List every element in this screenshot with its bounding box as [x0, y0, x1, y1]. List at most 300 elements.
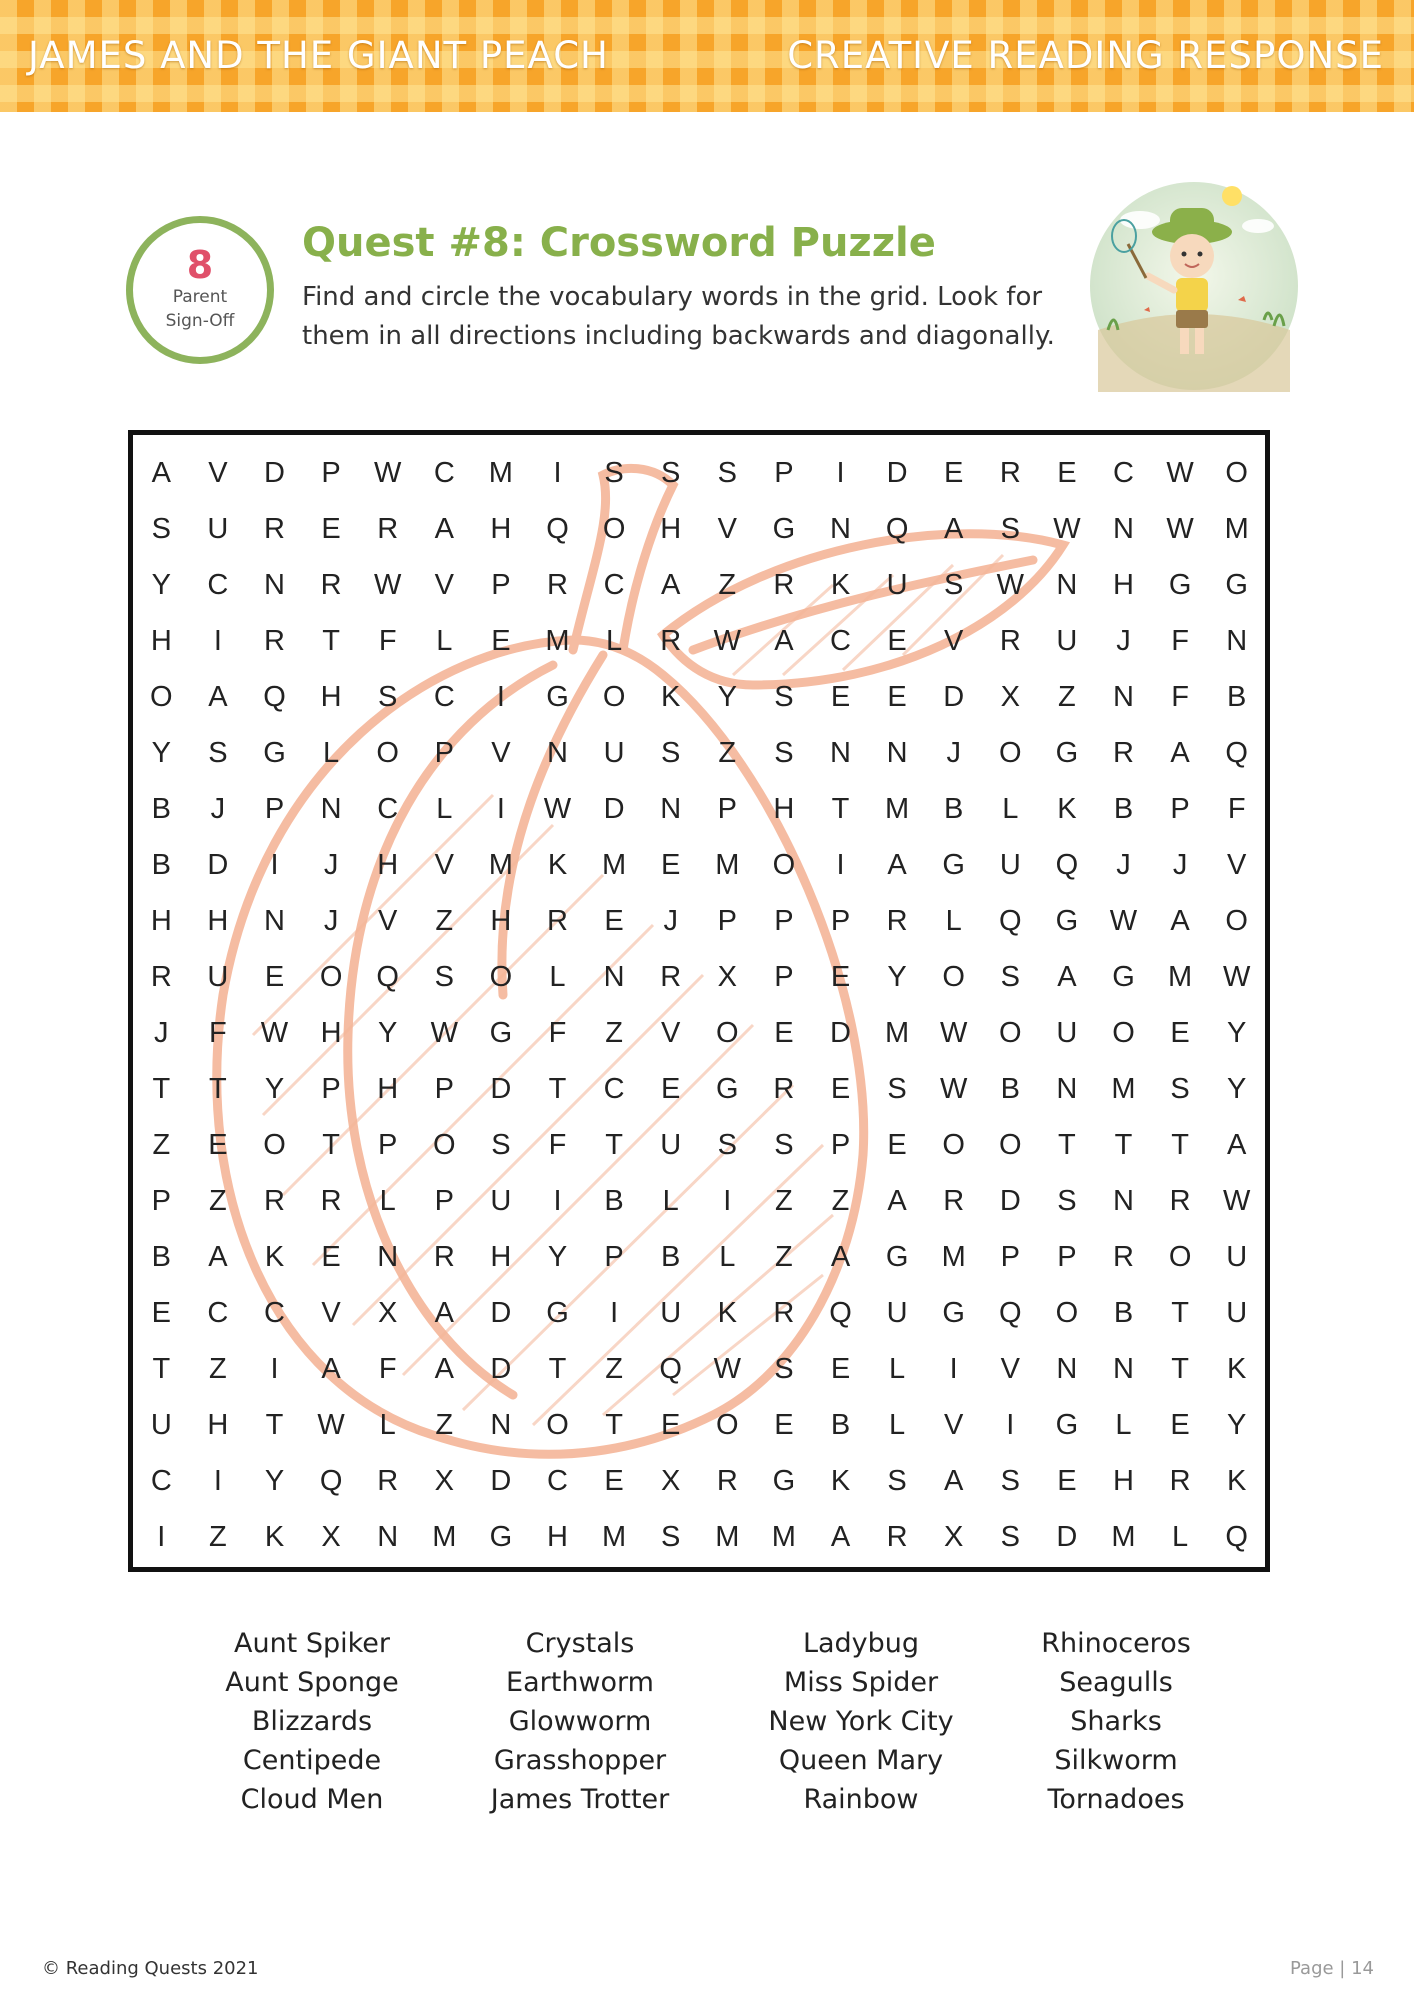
grid-letter: Q	[659, 1352, 682, 1385]
grid-letter: F	[548, 1128, 567, 1161]
grid-letter: B	[1113, 792, 1134, 825]
grid-letter: P	[434, 736, 454, 769]
grid-letter: O	[1055, 1296, 1079, 1329]
grid-letter: C	[207, 1296, 229, 1329]
grid-letter: A	[1170, 904, 1190, 937]
grid-letter: J	[1116, 624, 1131, 657]
grid-letter: P	[1000, 1240, 1020, 1273]
grid-letter: K	[830, 568, 851, 601]
grid-letter: W	[317, 1408, 345, 1441]
grid-letter: N	[660, 792, 682, 825]
grid-letter: P	[830, 1128, 851, 1161]
grid-letter: H	[773, 792, 795, 825]
grid-letter: L	[549, 960, 566, 993]
grid-letter: S	[208, 736, 228, 769]
grid-letter: A	[434, 512, 454, 545]
vocab-word: Tornadoes	[1047, 1784, 1185, 1815]
grid-letter: W	[543, 792, 572, 825]
grid-letter: E	[151, 1296, 171, 1329]
grid-letter: V	[944, 624, 964, 657]
grid-letter: G	[489, 1520, 513, 1553]
grid-letter: T	[152, 1072, 171, 1105]
grid-letter: A	[661, 568, 681, 601]
grid-letter: L	[1002, 792, 1019, 825]
grid-letter: R	[886, 904, 908, 937]
grid-letter: Q	[546, 512, 569, 545]
grid-letter: S	[378, 680, 398, 713]
grid-letter: P	[774, 456, 794, 489]
grid-letter: R	[433, 1240, 455, 1273]
grid-letter: S	[661, 736, 681, 769]
grid-letter: N	[320, 792, 342, 825]
grid-letter: R	[716, 1464, 738, 1497]
grid-letter: O	[376, 736, 399, 769]
grid-letter: F	[1171, 624, 1189, 657]
grid-letter: T	[1058, 1128, 1076, 1161]
grid-letter: R	[660, 624, 682, 657]
grid-letter: J	[1116, 848, 1131, 881]
grid-letter: J	[323, 848, 339, 881]
grid-letter: N	[264, 904, 285, 937]
grid-letter: P	[604, 1240, 624, 1273]
grid-letter: R	[999, 624, 1021, 657]
grid-letter: R	[773, 1296, 795, 1329]
grid-letter: Y	[547, 1240, 568, 1273]
grid-letter: Z	[831, 1184, 850, 1217]
grid-letter: Y	[1227, 1072, 1247, 1105]
grid-letter: G	[1225, 568, 1248, 601]
grid-letter: M	[1168, 960, 1193, 993]
grid-letter: V	[491, 736, 511, 769]
grid-letter: C	[377, 792, 399, 825]
grid-letter: W	[713, 1352, 741, 1385]
grid-letter: F	[1171, 680, 1189, 713]
grid-letter: X	[321, 1520, 341, 1553]
grid-letter: Y	[264, 1464, 285, 1497]
grid-letter: Z	[435, 1408, 454, 1441]
grid-letter: Q	[885, 512, 909, 545]
grid-letter: O	[772, 848, 796, 881]
grid-letter: W	[1223, 1184, 1251, 1217]
grid-letter: G	[942, 1296, 965, 1329]
grid-letter: O	[942, 1128, 965, 1161]
grid-letter: G	[1055, 1408, 1079, 1441]
grid-letter: U	[660, 1128, 682, 1161]
grid-letter: H	[490, 512, 512, 545]
grid-letter: R	[999, 456, 1021, 489]
grid-letter: I	[836, 848, 845, 881]
grid-letter: U	[490, 1184, 512, 1217]
grid-letter: I	[270, 848, 279, 881]
grid-letter: J	[1172, 848, 1188, 881]
grid-letter: M	[885, 792, 910, 825]
grid-letter: Y	[264, 1072, 285, 1105]
grid-letter: L	[323, 736, 340, 769]
grid-letter: I	[836, 456, 845, 489]
grid-letter: Q	[376, 960, 399, 993]
grid-letter: E	[830, 680, 851, 713]
letter-grid	[133, 445, 1265, 1565]
grid-letter: B	[1227, 680, 1247, 713]
page-number: Page | 14	[1290, 1958, 1374, 1979]
grid-letter: O	[263, 1128, 286, 1161]
grid-letter: P	[378, 1128, 398, 1161]
grid-letter: G	[263, 736, 286, 769]
vocab-word: Glowworm	[508, 1706, 652, 1737]
grid-letter: Z	[435, 904, 454, 937]
grid-letter: H	[1113, 1464, 1134, 1497]
copyright-text: © Reading Quests 2021	[42, 1958, 259, 1979]
grid-letter: W	[996, 568, 1024, 601]
grid-letter: J	[663, 904, 678, 937]
grid-letter: A	[1057, 960, 1077, 993]
grid-letter: G	[885, 1240, 909, 1273]
grid-letter: H	[490, 904, 512, 937]
grid-letter: L	[436, 792, 453, 825]
grid-letter: Y	[378, 1016, 398, 1049]
grid-letter: J	[946, 736, 961, 769]
grid-letter: I	[949, 1352, 958, 1385]
grid-letter: D	[830, 1016, 851, 1049]
grid-letter: U	[886, 568, 908, 601]
grid-letter: T	[152, 1352, 171, 1385]
grid-letter: M	[885, 1016, 910, 1049]
grid-letter: E	[661, 848, 681, 881]
grid-letter: F	[209, 1016, 227, 1049]
grid-letter: Z	[152, 1128, 171, 1161]
grid-letter: A	[944, 512, 964, 545]
word-search-puzzle	[128, 430, 1270, 1572]
vocab-word: Earthworm	[506, 1667, 654, 1698]
grid-letter: V	[434, 568, 454, 601]
vocab-word: Rhinoceros	[1041, 1628, 1191, 1659]
grid-letter: I	[213, 624, 222, 657]
grid-letter: P	[1170, 792, 1190, 825]
grid-letter: E	[1170, 1016, 1190, 1049]
grid-letter: O	[433, 1128, 456, 1161]
grid-letter: A	[434, 1352, 454, 1385]
grid-letter: B	[604, 1184, 624, 1217]
grid-letter: L	[379, 1408, 396, 1441]
grid-letter: Q	[319, 1464, 343, 1497]
grid-letter: S	[774, 736, 794, 769]
grid-letter: H	[320, 680, 342, 713]
grid-letter: C	[1113, 456, 1134, 489]
grid-letter: D	[603, 792, 625, 825]
grid-letter: M	[1111, 1520, 1136, 1553]
grid-letter: F	[1227, 792, 1246, 825]
grid-letter: Z	[605, 1016, 623, 1049]
grid-letter: H	[320, 1016, 342, 1049]
badge-label-line1: Parent	[172, 287, 228, 307]
grid-letter: P	[717, 904, 737, 937]
grid-letter: L	[719, 1240, 736, 1273]
grid-letter: N	[377, 1520, 399, 1553]
grid-letter: H	[377, 848, 399, 881]
grid-letter: T	[1171, 1128, 1189, 1161]
grid-letter: U	[207, 960, 229, 993]
grid-letter: K	[547, 848, 568, 881]
grid-letter: U	[1226, 1296, 1248, 1329]
grid-letter: W	[260, 1016, 289, 1049]
grid-letter: I	[496, 792, 505, 825]
vocab-word: Crystals	[525, 1628, 635, 1659]
grid-letter: L	[945, 904, 962, 937]
grid-letter: Y	[717, 680, 737, 713]
grid-letter: K	[1227, 1352, 1247, 1385]
grid-letter: V	[944, 1408, 964, 1441]
grid-letter: V	[434, 848, 454, 881]
grid-letter: W	[940, 1016, 968, 1049]
grid-letter: Z	[209, 1352, 227, 1385]
grid-letter: N	[490, 1408, 512, 1441]
grid-letter: W	[374, 456, 402, 489]
grid-letter: S	[434, 960, 454, 993]
word-list-column-2	[430, 1624, 730, 1819]
grid-letter: E	[1170, 1408, 1190, 1441]
grid-letter: T	[322, 624, 340, 657]
grid-letter: N	[264, 568, 285, 601]
grid-letter: X	[944, 1520, 964, 1553]
grid-letter: S	[774, 1128, 794, 1161]
grid-letter: T	[322, 1128, 340, 1161]
grid-letter: D	[490, 1296, 512, 1329]
grid-letter: K	[830, 1464, 851, 1497]
grid-letter: E	[661, 1408, 681, 1441]
grid-letter: R	[886, 1520, 908, 1553]
grid-letter: X	[661, 1464, 681, 1497]
grid-letter: Z	[1058, 680, 1076, 713]
header-banner	[0, 0, 1414, 112]
grid-letter: O	[999, 736, 1022, 769]
grid-letter: Q	[1225, 736, 1248, 769]
grid-letter: W	[940, 1072, 968, 1105]
grid-letter: E	[264, 960, 285, 993]
activity-title: CREATIVE READING RESPONSE	[787, 34, 1384, 77]
grid-letter: B	[661, 1240, 681, 1273]
quest-title: Quest #8: Crossword Puzzle	[302, 220, 936, 266]
grid-letter: V	[1227, 848, 1247, 881]
grid-letter: B	[1000, 1072, 1020, 1105]
grid-letter: P	[434, 1072, 454, 1105]
grid-letter: Y	[887, 960, 907, 993]
grid-letter: D	[264, 456, 285, 489]
grid-letter: O	[602, 680, 626, 713]
grid-letter: V	[378, 904, 398, 937]
grid-letter: I	[496, 680, 505, 713]
grid-letter: A	[208, 680, 228, 713]
grid-letter: I	[553, 1184, 562, 1217]
vocab-word: Aunt Spiker	[233, 1628, 391, 1659]
grid-letter: X	[1000, 680, 1020, 713]
grid-letter: O	[1168, 1240, 1192, 1273]
grid-letter: K	[264, 1240, 285, 1273]
grid-letter: O	[319, 960, 343, 993]
grid-letter: T	[209, 1072, 227, 1105]
grid-letter: E	[321, 512, 341, 545]
grid-letter: H	[150, 904, 172, 937]
grid-letter: E	[887, 1128, 907, 1161]
grid-letter: C	[830, 624, 851, 657]
grid-letter: R	[547, 568, 568, 601]
grid-letter: L	[889, 1408, 906, 1441]
grid-letter: O	[716, 1408, 739, 1441]
grid-letter: U	[1056, 624, 1078, 657]
grid-letter: R	[547, 904, 568, 937]
grid-letter: I	[723, 1184, 732, 1217]
grid-letter: B	[944, 792, 964, 825]
grid-letter: H	[377, 1072, 399, 1105]
grid-letter: Z	[718, 736, 737, 769]
grid-letter: S	[604, 456, 624, 489]
grid-letter: M	[941, 1240, 966, 1273]
grid-letter: O	[489, 960, 513, 993]
quest-description: Find and circle the vocabulary words in the grid. Look for them in all directions including backwards and diagonally.	[302, 282, 1055, 351]
grid-letter: C	[433, 456, 455, 489]
grid-letter: D	[886, 456, 908, 489]
grid-letter: Q	[999, 1296, 1022, 1329]
grid-letter: O	[546, 1408, 569, 1441]
grid-letter: H	[490, 1240, 512, 1273]
grid-letter: N	[1056, 1072, 1078, 1105]
grid-letter: P	[491, 568, 511, 601]
grid-letter: J	[210, 792, 226, 825]
grid-letter: X	[378, 1296, 398, 1329]
grid-letter: T	[265, 1408, 284, 1441]
grid-letter: R	[264, 512, 285, 545]
grid-letter: M	[488, 456, 513, 489]
grid-letter: S	[661, 456, 681, 489]
grid-letter: G	[942, 848, 965, 881]
grid-letter: G	[1055, 904, 1079, 937]
grid-letter: E	[830, 1072, 851, 1105]
grid-letter: V	[208, 456, 228, 489]
grid-letter: S	[1000, 1520, 1020, 1553]
grid-letter: R	[377, 1464, 399, 1497]
grid-letter: O	[999, 1016, 1022, 1049]
grid-letter: S	[774, 680, 794, 713]
grid-letter: T	[548, 1072, 567, 1105]
grid-letter: D	[207, 848, 229, 881]
grid-letter: P	[434, 1184, 454, 1217]
grid-letter: W	[713, 624, 741, 657]
grid-letter: W	[1053, 512, 1081, 545]
grid-letter: R	[150, 960, 172, 993]
grid-letter: B	[151, 1240, 171, 1273]
grid-letter: S	[1170, 1072, 1190, 1105]
grid-letter: P	[321, 1072, 341, 1105]
grid-letter: L	[606, 624, 623, 657]
grid-letter: U	[1226, 1240, 1248, 1273]
grid-letter: Z	[775, 1240, 793, 1273]
grid-letter: Q	[999, 904, 1022, 937]
grid-letter: R	[773, 1072, 795, 1105]
grid-letter: L	[1172, 1520, 1189, 1553]
grid-letter: E	[604, 1464, 624, 1497]
grid-letter: D	[490, 1464, 512, 1497]
grid-letter: J	[323, 904, 339, 937]
vocab-word: Sharks	[1070, 1706, 1162, 1737]
grid-letter: F	[548, 1016, 567, 1049]
vocab-word: Seagulls	[1059, 1667, 1173, 1698]
grid-letter: O	[1112, 1016, 1135, 1049]
grid-letter: T	[1114, 1128, 1133, 1161]
grid-letter: U	[660, 1296, 682, 1329]
grid-letter: V	[321, 1296, 341, 1329]
grid-letter: W	[430, 1016, 458, 1049]
grid-letter: U	[1056, 1016, 1078, 1049]
grid-letter: D	[943, 680, 965, 713]
grid-letter: D	[999, 1184, 1021, 1217]
grid-letter: A	[887, 1184, 907, 1217]
grid-letter: P	[1057, 1240, 1077, 1273]
grid-letter: U	[999, 848, 1021, 881]
grid-letter: Q	[1055, 848, 1079, 881]
grid-letter: M	[602, 1520, 627, 1553]
grid-letter: E	[774, 1016, 794, 1049]
book-title: JAMES AND THE GIANT PEACH	[28, 34, 609, 77]
grid-letter: C	[264, 1296, 285, 1329]
vocab-word: Centipede	[242, 1745, 382, 1776]
grid-letter: K	[661, 680, 681, 713]
grid-letter: X	[434, 1464, 454, 1497]
grid-letter: G	[772, 1464, 796, 1497]
grid-letter: P	[830, 904, 851, 937]
grid-letter: K	[1057, 792, 1077, 825]
grid-letter: Q	[263, 680, 286, 713]
grid-letter: S	[1000, 512, 1020, 545]
vocab-word: Silkworm	[1054, 1745, 1178, 1776]
grid-letter: K	[1227, 1464, 1247, 1497]
grid-letter: Q	[829, 1296, 852, 1329]
grid-letter: M	[602, 848, 627, 881]
grid-letter: M	[1224, 512, 1249, 545]
grid-letter: M	[715, 848, 740, 881]
vocab-word: Miss Spider	[783, 1667, 939, 1698]
grid-letter: Y	[1227, 1016, 1247, 1049]
grid-letter: S	[661, 1520, 681, 1553]
grid-letter: T	[1171, 1296, 1189, 1329]
grid-letter: T	[605, 1128, 623, 1161]
grid-letter: C	[207, 568, 229, 601]
grid-letter: E	[1057, 456, 1077, 489]
grid-letter: H	[150, 624, 172, 657]
grid-letter: O	[1225, 904, 1248, 937]
grid-letter: H	[547, 1520, 568, 1553]
grid-letter: G	[546, 1296, 569, 1329]
grid-letter: R	[1113, 736, 1134, 769]
grid-letter: V	[1000, 1352, 1020, 1385]
grid-letter: O	[602, 512, 626, 545]
grid-letter: N	[830, 736, 851, 769]
vocab-word: New York City	[768, 1706, 954, 1737]
grid-letter: T	[548, 1352, 567, 1385]
grid-letter: S	[774, 1352, 794, 1385]
grid-letter: N	[1226, 624, 1248, 657]
grid-letter: G	[772, 512, 796, 545]
grid-letter: Z	[605, 1352, 623, 1385]
grid-letter: N	[886, 736, 908, 769]
grid-letter: R	[320, 568, 342, 601]
grid-letter: Q	[1225, 1520, 1248, 1553]
grid-letter: C	[547, 1464, 568, 1497]
vocab-word: Queen Mary	[778, 1745, 944, 1776]
grid-letter: Z	[209, 1520, 227, 1553]
quest-number: 8	[186, 243, 214, 287]
badge-label-line2: Sign-Off	[165, 311, 235, 331]
grid-letter: S	[151, 512, 171, 545]
grid-letter: Y	[151, 568, 171, 601]
